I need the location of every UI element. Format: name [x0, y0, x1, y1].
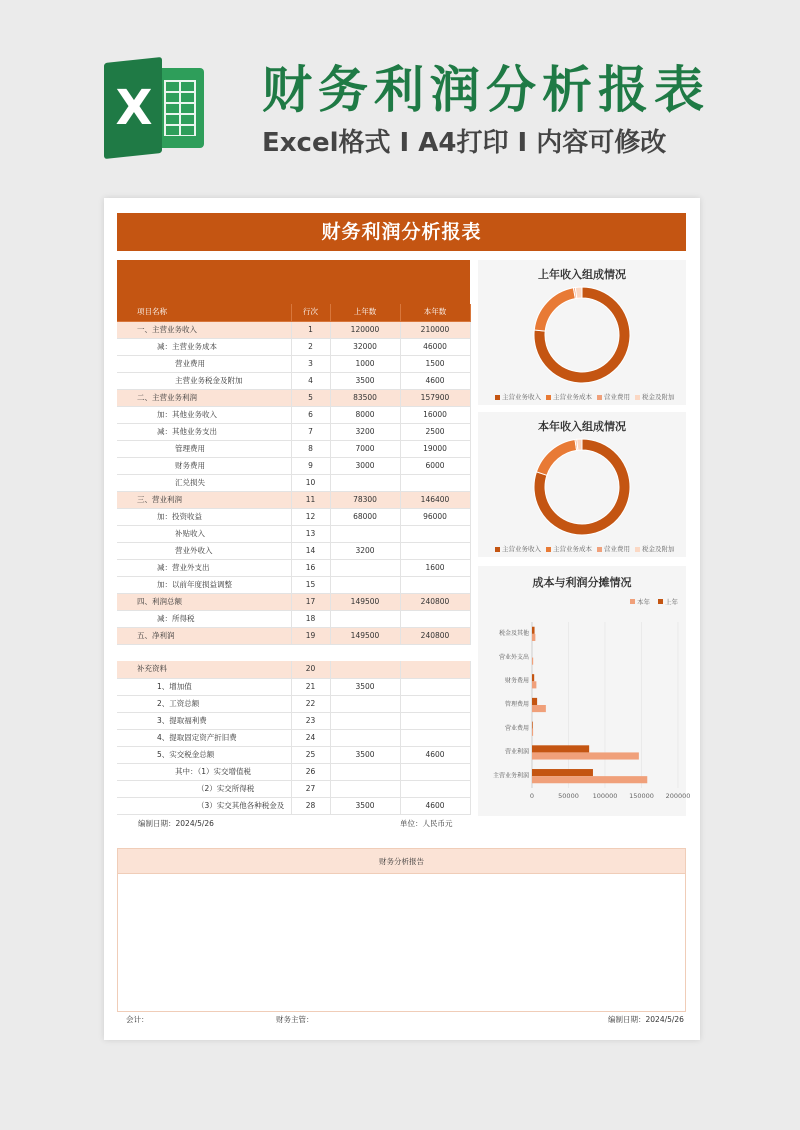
compile-date-label: 编制日期：: [138, 819, 176, 828]
curr-year-cell[interactable]: [400, 610, 470, 627]
row-number-cell[interactable]: 27: [291, 780, 330, 797]
table-row: [117, 372, 470, 389]
row-number-cell[interactable]: 7: [291, 423, 330, 440]
donut-chart: [478, 432, 686, 552]
bar: [532, 776, 647, 783]
curr-year-cell[interactable]: 1600: [400, 559, 470, 576]
y-tick-label: 管理费用: [504, 701, 529, 709]
unit-label: 单位：: [400, 819, 423, 828]
donut-slice: [534, 288, 575, 331]
curr-year-cell[interactable]: [400, 729, 470, 746]
row-number-cell[interactable]: 20: [291, 661, 330, 678]
bar: [532, 722, 533, 729]
table-row: [117, 661, 470, 678]
compile-date: [138, 818, 214, 829]
prev-year-cell[interactable]: 3500: [330, 746, 400, 763]
bar: [532, 634, 535, 641]
row-number-cell[interactable]: 13: [291, 525, 330, 542]
table-row: [117, 627, 470, 644]
column-header: 项目名称: [117, 304, 291, 321]
legend-item: [490, 545, 541, 553]
prev-year-cell[interactable]: 1000: [330, 355, 400, 372]
curr-year-cell[interactable]: [400, 525, 470, 542]
prev-year-cell[interactable]: 3500: [330, 372, 400, 389]
item-name-cell[interactable]: 汇兑损失: [117, 474, 291, 491]
x-tick-label: 100000: [592, 792, 618, 800]
bar: [532, 681, 536, 688]
legend-item: [630, 393, 675, 401]
donut-chart: [478, 280, 686, 400]
legend-label: 税金及附加: [642, 393, 675, 401]
prev-year-cell[interactable]: 32000: [330, 338, 400, 355]
prev-year-cell[interactable]: [330, 661, 400, 678]
curr-year-cell[interactable]: [400, 763, 470, 780]
row-number-cell[interactable]: 2: [291, 338, 330, 355]
legend-label: 主营业务成本: [553, 545, 592, 553]
x-tick-label: 0: [529, 792, 535, 800]
item-name-cell[interactable]: 二、主营业务利润: [117, 389, 291, 406]
logo-letter: X: [115, 80, 153, 136]
legend-swatch: [635, 547, 640, 552]
bar: [532, 705, 546, 712]
prev-year-cell[interactable]: 68000: [330, 508, 400, 525]
item-name-cell[interactable]: 3、提取福利费: [117, 712, 291, 729]
row-number-cell[interactable]: 4: [291, 372, 330, 389]
curr-year-cell[interactable]: 46000: [400, 338, 470, 355]
prev-year-cell[interactable]: 7000: [330, 440, 400, 457]
legend-label: 营业费用: [604, 393, 630, 401]
prev-year-cell[interactable]: 3200: [330, 423, 400, 440]
item-name-cell[interactable]: 营业费用: [117, 355, 291, 372]
chart-title: 本年收入组成情况: [538, 420, 626, 433]
cost-profit-chart: [478, 566, 691, 816]
header-band: [117, 260, 470, 304]
table-row: [117, 593, 470, 610]
item-name-cell[interactable]: 三、营业利润: [117, 491, 291, 508]
curr-year-cell[interactable]: 2500: [400, 423, 470, 440]
row-number-cell[interactable]: 6: [291, 406, 330, 423]
report-textarea[interactable]: [117, 874, 686, 1012]
row-number-cell[interactable]: 1: [291, 321, 330, 338]
curr-year-cell[interactable]: 16000: [400, 406, 470, 423]
table-row: [117, 440, 470, 457]
table-row: [117, 542, 470, 559]
y-tick-label: 营业外支出: [498, 653, 529, 661]
chart-title: 上年收入组成情况: [538, 268, 626, 281]
legend-swatch: [495, 395, 500, 400]
table-row: [117, 729, 470, 746]
curr-income-chart: [478, 412, 686, 557]
column-header: 上年数: [330, 304, 400, 321]
row-number-cell[interactable]: 18: [291, 610, 330, 627]
curr-year-cell[interactable]: 4600: [400, 746, 470, 763]
table-row: [117, 763, 470, 780]
row-number-cell[interactable]: 15: [291, 576, 330, 593]
legend-swatch: [495, 547, 500, 552]
item-name-cell[interactable]: 管理费用: [117, 440, 291, 457]
table-row: [117, 746, 470, 763]
banner-subtitle: Excel格式 I A4打印 I 内容可修改: [262, 128, 667, 158]
prev-year-cell[interactable]: 149500: [330, 627, 400, 644]
row-number-cell[interactable]: 28: [291, 797, 330, 814]
row-number-cell[interactable]: 12: [291, 508, 330, 525]
curr-year-cell[interactable]: 240800: [400, 627, 470, 644]
bar: [532, 752, 639, 759]
x-tick-label: 150000: [629, 792, 654, 800]
maker-date-label: 编制日期：: [608, 1015, 646, 1024]
prev-year-cell[interactable]: 3500: [330, 678, 400, 695]
item-name-cell[interactable]: 五、净利润: [117, 627, 291, 644]
prev-year-cell[interactable]: 120000: [330, 321, 400, 338]
legend-label: 营业费用: [604, 545, 630, 553]
table-row: [117, 338, 470, 355]
curr-year-cell[interactable]: [400, 474, 470, 491]
item-name-cell[interactable]: 减：营业外支出: [117, 559, 291, 576]
curr-year-cell[interactable]: [400, 780, 470, 797]
curr-year-cell[interactable]: [400, 678, 470, 695]
row-number-cell[interactable]: 14: [291, 542, 330, 559]
legend-swatch: [658, 599, 663, 604]
item-name-cell[interactable]: 财务费用: [117, 457, 291, 474]
column-header: 本年数: [400, 304, 470, 321]
legend-item: [490, 393, 541, 401]
prev-year-cell[interactable]: [330, 559, 400, 576]
item-name-cell[interactable]: 减：所得税: [117, 610, 291, 627]
table-row: [117, 355, 470, 372]
chart-title: 成本与利润分摊情况: [532, 576, 632, 589]
legend-label: 主营业务成本: [553, 393, 592, 401]
bar: [532, 745, 589, 752]
curr-year-cell[interactable]: 1500: [400, 355, 470, 372]
unit: [400, 818, 453, 829]
curr-year-cell[interactable]: [400, 712, 470, 729]
prev-year-cell[interactable]: [330, 576, 400, 593]
item-name-cell[interactable]: 一、主营业务收入: [117, 321, 291, 338]
legend-item: [541, 545, 592, 553]
table-row: [117, 457, 470, 474]
donut-slice: [575, 287, 582, 298]
legend-item: [592, 393, 630, 401]
legend-swatch: [546, 395, 551, 400]
donut-slice: [536, 440, 576, 476]
row-number-cell[interactable]: 3: [291, 355, 330, 372]
prev-year-cell[interactable]: [330, 763, 400, 780]
item-name-cell[interactable]: 四、利润总额: [117, 593, 291, 610]
item-name-cell[interactable]: 补贴收入: [117, 525, 291, 542]
bar: [532, 729, 533, 736]
row-number-cell[interactable]: 25: [291, 746, 330, 763]
item-name-cell[interactable]: 5、实交税金总额: [117, 746, 291, 763]
legend-swatch: [546, 547, 551, 552]
curr-year-cell[interactable]: 146400: [400, 491, 470, 508]
item-name-cell[interactable]: 主营业务税金及附加: [117, 372, 291, 389]
bar-chart: [478, 590, 691, 815]
table-row: [117, 321, 470, 338]
table-row: [117, 576, 470, 593]
curr-year-cell[interactable]: 240800: [400, 593, 470, 610]
row-number-cell[interactable]: 21: [291, 678, 330, 695]
y-tick-label: 营业利润: [504, 748, 529, 756]
prev-year-cell[interactable]: 3200: [330, 542, 400, 559]
table-row: [117, 389, 470, 406]
row-number-cell[interactable]: 23: [291, 712, 330, 729]
legend-swatch: [635, 395, 640, 400]
item-name-cell[interactable]: 减：主营业务成本: [117, 338, 291, 355]
donut-slice: [577, 439, 582, 450]
bar: [532, 698, 537, 705]
chart-legend: [490, 544, 675, 553]
y-tick-label: 税金及其他: [498, 630, 529, 638]
prev-income-chart: [478, 260, 686, 405]
legend-swatch: [597, 395, 602, 400]
maker-date: [608, 1014, 684, 1025]
profit-table: [117, 304, 471, 645]
item-name-cell[interactable]: 加：其他业务收入: [117, 406, 291, 423]
legend-item: [592, 545, 630, 553]
legend-swatch: [630, 599, 635, 604]
item-name-cell[interactable]: （2）实交所得税: [117, 780, 291, 797]
legend-label: 本年: [637, 598, 650, 606]
item-name-cell[interactable]: （3）实交其他各种税金及: [117, 797, 291, 814]
prev-year-cell[interactable]: [330, 474, 400, 491]
bar: [532, 674, 534, 681]
x-tick-label: 200000: [665, 792, 691, 800]
legend-label: 税金及附加: [642, 545, 675, 553]
prev-year-cell[interactable]: 3000: [330, 457, 400, 474]
prev-year-cell[interactable]: [330, 525, 400, 542]
prev-year-cell[interactable]: 3500: [330, 797, 400, 814]
y-tick-label: 财务费用: [504, 677, 529, 685]
column-header: 行次: [291, 304, 330, 321]
supervisor-label: 财务主管：: [276, 1015, 314, 1024]
item-name-cell[interactable]: 1、增加值: [117, 678, 291, 695]
row-number-cell[interactable]: 26: [291, 763, 330, 780]
bar: [532, 627, 535, 634]
prev-year-cell[interactable]: 8000: [330, 406, 400, 423]
row-number-cell[interactable]: 8: [291, 440, 330, 457]
legend-item: [630, 545, 675, 553]
row-number-cell[interactable]: 5: [291, 389, 330, 406]
item-name-cell[interactable]: 加：以前年度损益调整: [117, 576, 291, 593]
legend-label: 主营业务收入: [502, 545, 541, 553]
legend-label: 上年: [665, 598, 678, 606]
table-row: [117, 695, 470, 712]
prev-year-cell[interactable]: 83500: [330, 389, 400, 406]
item-name-cell[interactable]: 补充资料: [117, 661, 291, 678]
table-row: [117, 423, 470, 440]
row-number-cell[interactable]: 19: [291, 627, 330, 644]
row-number-cell[interactable]: 11: [291, 491, 330, 508]
y-tick-label: 营业费用: [504, 724, 529, 732]
row-number-cell[interactable]: 16: [291, 559, 330, 576]
legend-label: 主营业务收入: [502, 393, 541, 401]
item-name-cell[interactable]: 4、提取固定资产折旧费: [117, 729, 291, 746]
x-tick-label: 50000: [558, 792, 579, 800]
row-number-cell[interactable]: 9: [291, 457, 330, 474]
curr-year-cell[interactable]: 4600: [400, 797, 470, 814]
item-name-cell[interactable]: 2、工资总额: [117, 695, 291, 712]
curr-year-cell[interactable]: 6000: [400, 457, 470, 474]
prev-year-cell[interactable]: [330, 610, 400, 627]
table-row: [117, 797, 470, 814]
table-row: [117, 712, 470, 729]
banner-title: 财务利润分析报表: [262, 61, 710, 119]
row-number-cell[interactable]: 10: [291, 474, 330, 491]
accountant-label: 会计：: [126, 1015, 149, 1024]
curr-year-cell[interactable]: 4600: [400, 372, 470, 389]
table-row: [117, 610, 470, 627]
curr-year-cell[interactable]: 210000: [400, 321, 470, 338]
spreadsheet-page: [104, 198, 700, 1040]
maker-date-value: 2024/5/26: [645, 1015, 684, 1024]
item-name-cell[interactable]: 其中：（1）实交增值税: [117, 763, 291, 780]
unit-value: 人民币元: [422, 819, 453, 828]
sheet-title: 财务利润分析报表: [117, 213, 686, 251]
table-header-row: [117, 304, 470, 321]
prev-year-cell[interactable]: [330, 780, 400, 797]
item-name-cell[interactable]: 营业外收入: [117, 542, 291, 559]
table-row: [117, 474, 470, 491]
legend-item: [541, 393, 592, 401]
legend-swatch: [597, 547, 602, 552]
prev-year-cell[interactable]: [330, 695, 400, 712]
curr-year-cell[interactable]: 157900: [400, 389, 470, 406]
supplement-table: [117, 661, 471, 815]
table-row: [117, 508, 470, 525]
prev-year-cell[interactable]: [330, 712, 400, 729]
bar: [532, 658, 533, 665]
prev-year-cell[interactable]: [330, 729, 400, 746]
table-row: [117, 678, 470, 695]
curr-year-cell[interactable]: [400, 695, 470, 712]
chart-legend: [490, 392, 675, 401]
row-number-cell[interactable]: 22: [291, 695, 330, 712]
table-row: [117, 491, 470, 508]
row-number-cell[interactable]: 17: [291, 593, 330, 610]
curr-year-cell[interactable]: [400, 542, 470, 559]
table-row: [117, 525, 470, 542]
prev-year-cell[interactable]: 149500: [330, 593, 400, 610]
bar: [532, 769, 593, 776]
item-name-cell[interactable]: 减：其他业务支出: [117, 423, 291, 440]
row-number-cell[interactable]: 24: [291, 729, 330, 746]
excel-logo-icon: [104, 60, 204, 156]
item-name-cell[interactable]: 加：投资收益: [117, 508, 291, 525]
table-row: [117, 780, 470, 797]
curr-year-cell[interactable]: [400, 576, 470, 593]
y-tick-label: 主营业务利润: [492, 772, 529, 780]
curr-year-cell[interactable]: 96000: [400, 508, 470, 525]
report-header: 财务分析报告: [117, 848, 686, 874]
logo-grid: [164, 80, 196, 136]
curr-year-cell[interactable]: [400, 661, 470, 678]
table-row: [117, 406, 470, 423]
table-row: [117, 559, 470, 576]
compile-date-value: 2024/5/26: [175, 819, 214, 828]
prev-year-cell[interactable]: 78300: [330, 491, 400, 508]
curr-year-cell[interactable]: 19000: [400, 440, 470, 457]
